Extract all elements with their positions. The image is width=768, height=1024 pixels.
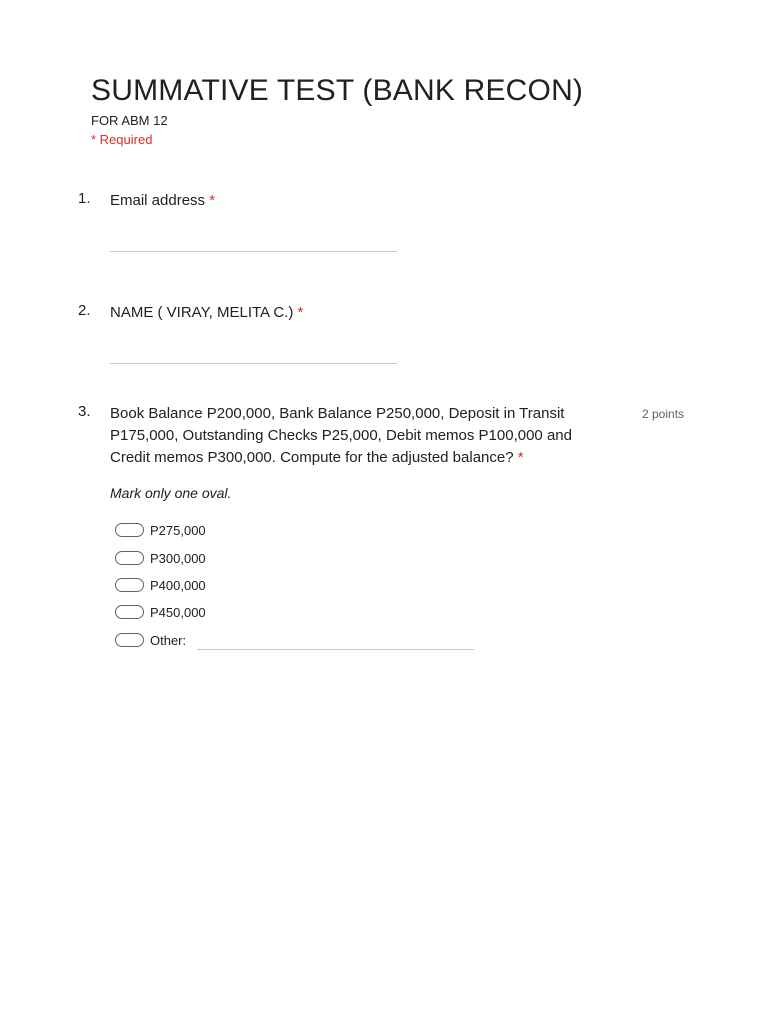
radio-oval[interactable]	[115, 578, 144, 592]
other-text-field[interactable]	[197, 649, 474, 650]
required-note: * Required	[91, 132, 153, 147]
form-title: SUMMATIVE TEST (BANK RECON)	[91, 74, 584, 107]
name-field[interactable]	[110, 363, 397, 364]
radio-oval[interactable]	[115, 523, 144, 537]
instruction-text: Mark only one oval.	[110, 485, 232, 501]
option-label: P300,000	[150, 550, 206, 566]
question-number: 2.	[78, 302, 91, 319]
question-number: 3.	[78, 403, 91, 420]
form-subtitle: FOR ABM 12	[91, 113, 168, 128]
option-p450000[interactable]	[115, 604, 206, 620]
option-label: P275,000	[150, 522, 206, 538]
points-badge: 2 points	[642, 407, 685, 421]
question-label: NAME ( VIRAY, MELITA C.)	[110, 304, 294, 321]
email-field[interactable]	[110, 251, 397, 252]
required-asterisk: *	[517, 449, 524, 466]
option-p275000[interactable]	[115, 522, 206, 538]
option-p400000[interactable]	[115, 577, 206, 593]
option-label: P450,000	[150, 604, 206, 620]
question-number: 1.	[78, 190, 91, 207]
option-other[interactable]	[115, 632, 186, 648]
question-text	[110, 403, 610, 469]
question-label: Book Balance P200,000, Bank Balance P250,000, Deposit in Transit P175,000, Outstanding Checks P25,000, Debit memos P100,000 and Credit memos P300,000. Compute for the adjusted balance?	[110, 405, 572, 466]
question-text	[110, 190, 620, 212]
required-asterisk: *	[209, 192, 216, 209]
required-asterisk: *	[297, 304, 304, 321]
question-label: Email address	[110, 192, 206, 209]
radio-oval[interactable]	[115, 605, 144, 619]
radio-oval[interactable]	[115, 633, 144, 647]
option-label: P400,000	[150, 577, 206, 593]
question-text	[110, 302, 620, 324]
option-p300000[interactable]	[115, 550, 206, 566]
option-label: Other:	[150, 632, 187, 648]
radio-oval[interactable]	[115, 551, 144, 565]
